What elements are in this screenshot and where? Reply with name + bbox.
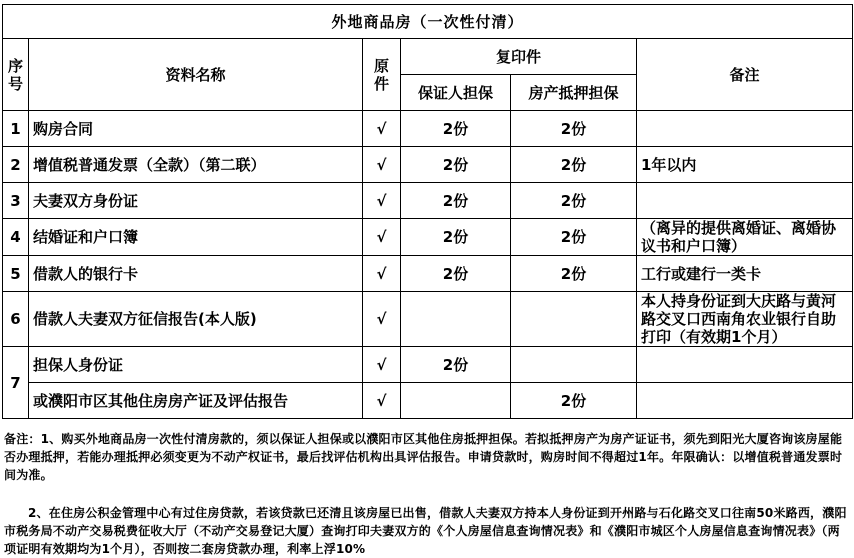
- row-name: 借款人的银行卡: [29, 256, 363, 292]
- table-row: [3, 183, 853, 219]
- row-mortgage: 2份: [511, 256, 637, 292]
- row-guarantor: [401, 292, 511, 347]
- row-name: 结婚证和户口簿: [29, 219, 363, 256]
- row-remark: [637, 383, 853, 419]
- row-name: 购房合同: [29, 111, 363, 147]
- row-original: √: [363, 111, 401, 147]
- row-mortgage: [511, 347, 637, 383]
- row-remark: 工行或建行一类卡: [637, 256, 853, 292]
- row-index: 4: [3, 219, 29, 256]
- row-remark: [637, 347, 853, 383]
- row-original: √: [363, 219, 401, 256]
- table-row: [3, 292, 853, 347]
- requirements-table: [2, 4, 853, 419]
- row-guarantor: 2份: [401, 256, 511, 292]
- header-name: 资料名称: [29, 39, 363, 111]
- row-mortgage: 2份: [511, 147, 637, 183]
- row-remark: [637, 111, 853, 147]
- row-name: 担保人身份证: [29, 347, 363, 383]
- row-name: 借款人夫妻双方征信报告(本人版): [29, 292, 363, 347]
- table-row: [3, 383, 853, 419]
- row-name: 或濮阳市区其他住房房产证及评估报告: [29, 383, 363, 419]
- header-guarantor: 保证人担保: [401, 75, 511, 111]
- row-index: 5: [3, 256, 29, 292]
- row-remark: 1年以内: [637, 147, 853, 183]
- row-original: √: [363, 256, 401, 292]
- table-row: [3, 147, 853, 183]
- row-remark: （离异的提供离婚证、离婚协议书和户口簿）: [637, 219, 853, 256]
- row-name: 夫妻双方身份证: [29, 183, 363, 219]
- row-guarantor: 2份: [401, 219, 511, 256]
- header-index: 序号: [3, 39, 29, 111]
- row-remark: [637, 183, 853, 219]
- row-mortgage: 2份: [511, 183, 637, 219]
- row-index: 1: [3, 111, 29, 147]
- row-original: √: [363, 292, 401, 347]
- header-original: 原件: [363, 39, 401, 111]
- row-original: √: [363, 183, 401, 219]
- row-mortgage: [511, 292, 637, 347]
- row-guarantor: 2份: [401, 111, 511, 147]
- header-mortgage: 房产抵押担保: [511, 75, 637, 111]
- sheet-title: 外地商品房（一次性付清）: [3, 5, 853, 39]
- row-original: √: [363, 347, 401, 383]
- row-name: 增值税普通发票（全款）（第二联）: [29, 147, 363, 183]
- row-index: 6: [3, 292, 29, 347]
- row-original: √: [363, 147, 401, 183]
- notes-section: [4, 430, 848, 558]
- row-guarantor: [401, 383, 511, 419]
- row-index: 3: [3, 183, 29, 219]
- row-mortgage: 2份: [511, 219, 637, 256]
- row-guarantor: 2份: [401, 147, 511, 183]
- header-remark: 备注: [637, 39, 853, 111]
- row-remark: 本人持身份证到大庆路与黄河路交叉口西南角农业银行自助打印（有效期1个月）: [637, 292, 853, 347]
- header-copies: 复印件: [401, 39, 637, 75]
- table-row: [3, 111, 853, 147]
- row-guarantor: 2份: [401, 347, 511, 383]
- table-row: [3, 347, 853, 383]
- row-index: 2: [3, 147, 29, 183]
- row-mortgage: 2份: [511, 383, 637, 419]
- row-index: 7: [3, 347, 29, 419]
- table-row: [3, 256, 853, 292]
- row-mortgage: 2份: [511, 111, 637, 147]
- note-1: 备注：1、购买外地商品房一次性付清房款的，须以保证人担保或以濮阳市区其他住房抵押担保。若拟抵押房产为房产证证书，须先到阳光大厦咨询该房屋能否办理抵押，若能办理抵押必须变更为不动产权证书，最后找评估机构出具评估报告。申请贷款时，购房时间不得超过1年。年限确认：以增值税普通发票时间为准。: [4, 432, 843, 482]
- table-row: [3, 219, 853, 256]
- row-guarantor: 2份: [401, 183, 511, 219]
- row-original: √: [363, 383, 401, 419]
- note-2: 2、在住房公积金管理中心有过住房贷款，若该贷款已还清且该房屋已出售，借款人夫妻双方持本人身份证到开州路与石化路交叉口往南50米路西，濮阳市税务局不动产交易税费征收大厅（不动产交易登记大厦）查询打印夫妻双方的《个人房屋信息查询情况表》和《濮阳市城区个人房屋信息查询情况表》（两项证明有效期均为1个月），否则按二套房贷款办理，利率上浮10%: [4, 506, 847, 556]
